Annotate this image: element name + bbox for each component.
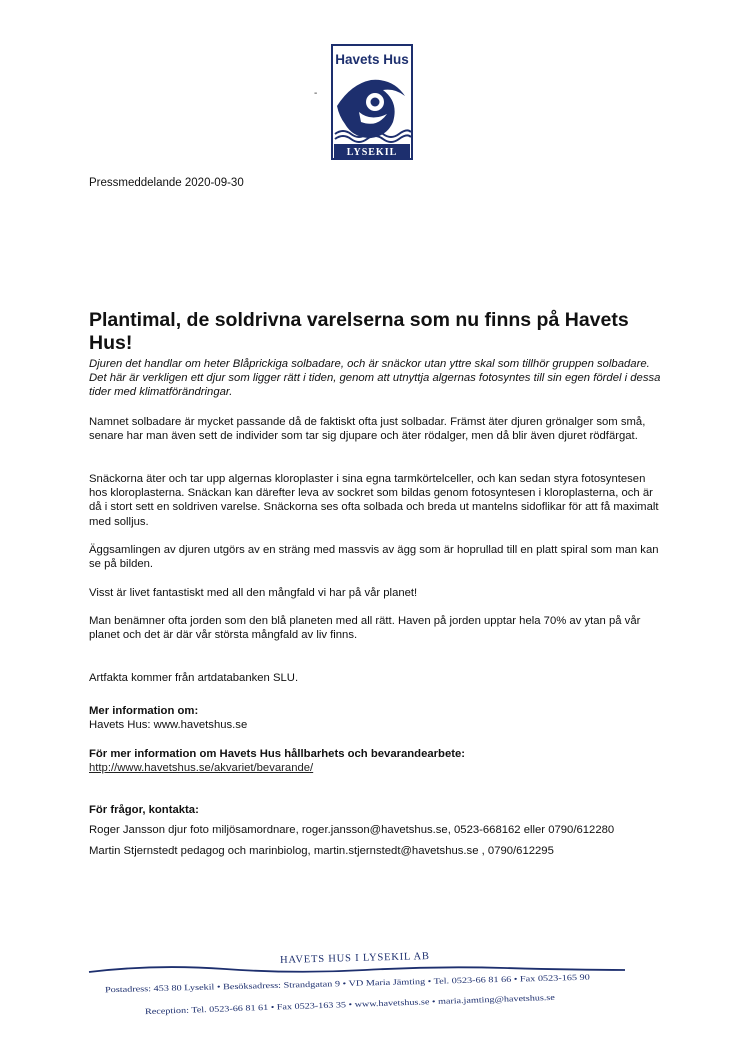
body-paragraph-1: Namnet solbadare är mycket passande då de faktiskt ofta just solbadar. Främst äter djuren grönalger som små, senare har man även sett de individer som tar sig djupare och äter rödalger, men då blir även djuret rödfärgat. xyxy=(89,416,646,443)
body-paragraph-2: Snäckorna äter och tar upp algernas kloroplaster i sina egna tarmkörtelceller, och kan sedan styra fotosyntesen hos kloroplasterna. Snäckan kan därefter leva av sockret som bildas genom fotosyntesen i kloroplasterna, och är då i stort sett en soldriven varelse. Snäckorna ses ofta solbada och breda ut mantelns sidoflikar för att få maximalt med solljus. xyxy=(89,473,659,528)
footer-wave-line xyxy=(89,967,625,972)
body-paragraph-5: Man benämner ofta jorden som den blå planeten med all rätt. Haven på jorden upptar hela 70% av ytan på vår planet och det är där vår största mångfald av liv finns. xyxy=(89,615,641,642)
logo-dash: - xyxy=(314,88,318,99)
letterhead-footer xyxy=(85,948,645,1020)
logo-top-text: Havets Hus xyxy=(335,52,409,67)
more-info-website: Havets Hus: www.havetshus.se xyxy=(89,719,248,731)
contacts-heading: För frågor, kontakta: xyxy=(89,804,199,816)
contact-line-roger: Roger Jansson djur foto miljösamordnare, roger.jansson@havetshus.se, 0523-668162 eller 0790/612280 xyxy=(89,824,615,836)
more-info-heading: Mer information om: xyxy=(89,705,199,717)
press-release-title: Plantimal, de soldrivna varelserna som nu finns på Havets Hus! xyxy=(89,309,629,354)
sustainability-heading: För mer information om Havets Hus hållbarhets och bevarandearbete: xyxy=(89,748,466,760)
press-release-date: Pressmeddelande 2020-09-30 xyxy=(89,177,244,189)
intro-paragraph: Djuren det handlar om heter Blåprickiga solbadare, och är snäckor utan yttre skal som tillhör gruppen solbadare. Det här är verkligen ett djur som ligger rätt i tiden, genom att utnyttja algernas fotosyntes till sin egen fördel i dessa tider med klimatförändringar. xyxy=(89,358,661,399)
footer-reception-line: Reception: Tel. 0523-66 81 61 • Fax 0523-163 35 • www.havetshus.se • maria.jamting@havetshus.se xyxy=(144,995,477,1017)
body-paragraph-3: Äggsamlingen av djuren utgörs av en sträng med massvis av ägg som är hoprullad till en platt spiral som man kan se på bilden. xyxy=(89,544,659,571)
sustainability-link[interactable]: http://www.havetshus.se/akvariet/bevarande/ xyxy=(89,762,314,774)
logo-bottom-text: LYSEKIL xyxy=(346,147,398,158)
footer-address-line: Postadress: 453 80 Lysekil • Besöksadress: Strandgatan 9 • VD Maria Jämting • Tel. 0523-66 81 66 • Fax 0523-165 90 xyxy=(104,975,494,995)
contact-line-martin: Martin Stjernstedt pedagog och marinbiolog, martin.stjernstedt@havetshus.se , 0790/612295 xyxy=(89,845,554,857)
havets-hus-logo xyxy=(331,44,413,160)
body-paragraph-4: Visst är livet fantastiskt med all den mångfald vi har på vår planet! xyxy=(89,587,418,599)
footer-company-name: HAVETS HUS I LYSEKIL AB xyxy=(279,951,430,966)
source-note: Artfakta kommer från artdatabanken SLU. xyxy=(89,672,299,684)
fish-eye xyxy=(371,98,380,107)
